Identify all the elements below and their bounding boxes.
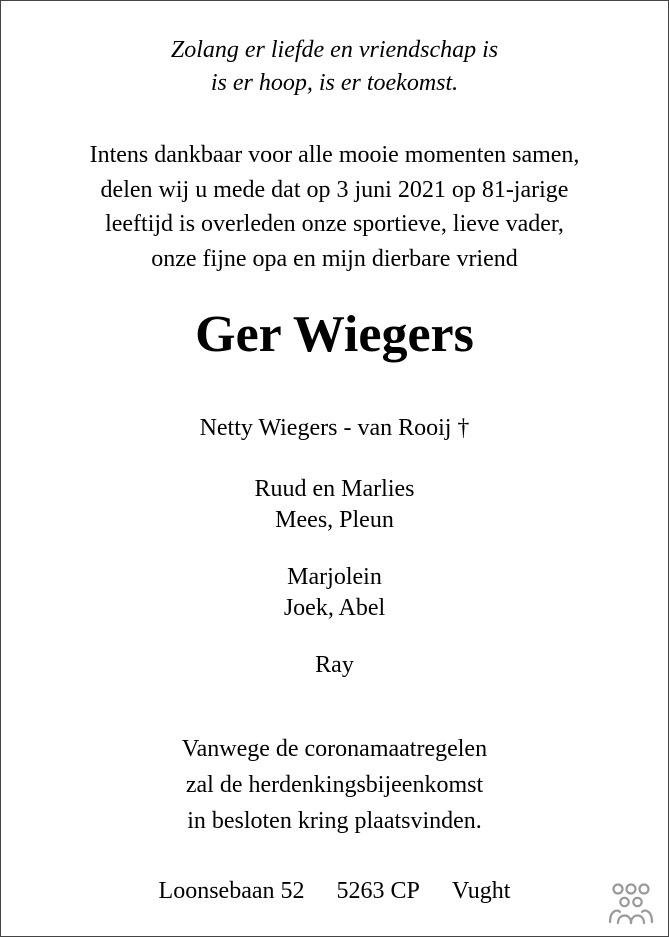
address xyxy=(1,875,668,907)
people-group-icon xyxy=(606,882,656,926)
announcement xyxy=(1,138,668,276)
address-postcode: 5263 CP xyxy=(336,878,420,904)
address-city: Vught xyxy=(451,878,511,904)
announcement-line: onze fijne opa en mijn dierbare vriend xyxy=(151,245,518,272)
motto-line: Zolang er liefde en vriendschap is xyxy=(170,37,499,63)
motto-line: is er hoop, is er toekomst. xyxy=(210,70,459,96)
family-member-line: Netty Wiegers - van Rooij † xyxy=(199,415,470,441)
family-member-line: Ruud en Marlies xyxy=(254,476,415,502)
family-member-line: Marjolein xyxy=(287,564,382,590)
family-group xyxy=(1,562,668,624)
family-group xyxy=(1,650,668,681)
notice-line: Vanwege de coronamaatregelen xyxy=(181,736,488,762)
deceased-name: Ger Wiegers xyxy=(195,306,474,363)
notice-line: zal de herdenkingsbijeenkomst xyxy=(185,772,484,798)
ceremony-notice xyxy=(1,731,668,839)
announcement-line: leeftijd is overleden onze sportieve, lieve vader, xyxy=(105,211,564,237)
family-member-line: Ray xyxy=(315,652,354,678)
notice-line: in besloten kring plaatsvinden. xyxy=(187,808,482,834)
announcement-line: delen wij u mede dat op 3 juni 2021 op 81-jarige xyxy=(100,176,569,203)
address-street: Loonsebaan 52 xyxy=(158,878,305,904)
motto xyxy=(1,34,668,100)
family-group xyxy=(1,474,668,536)
family-member-line: Joek, Abel xyxy=(283,595,386,621)
announcement-line: Intens dankbaar voor alle mooie momenten samen, xyxy=(89,142,580,168)
family-partner xyxy=(1,413,668,444)
family-member-line: Mees, Pleun xyxy=(275,507,394,533)
